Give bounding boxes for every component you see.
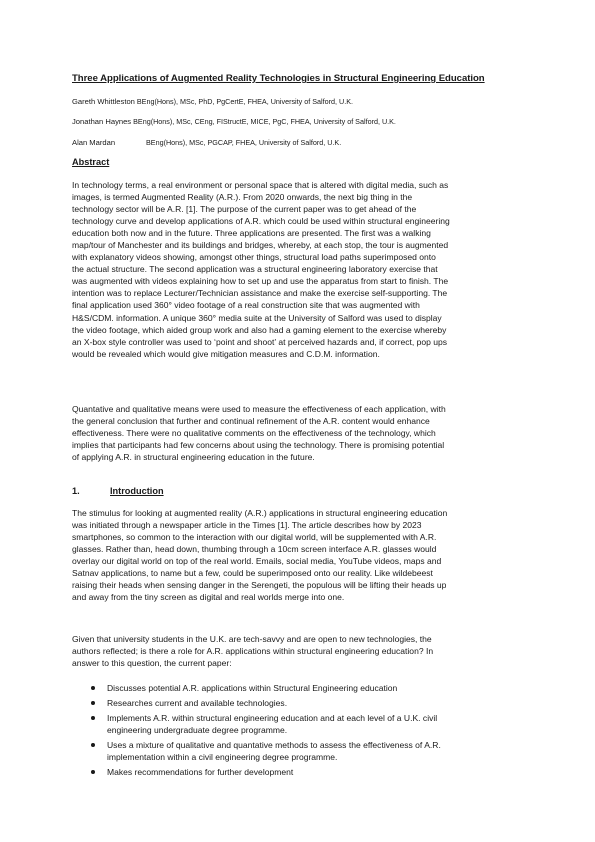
author-name: Jonathan Haynes xyxy=(72,117,132,126)
bullet-text xyxy=(107,682,537,694)
text-line: In technology terms, a real environment or personal space that is altered with digital media, such as xyxy=(72,180,449,190)
text-line: engineering undergraduate degree programme. xyxy=(107,725,288,736)
author-line xyxy=(72,97,353,106)
text-line: intention was to replace Lecturer/Technician assistance and make the exercise self-supporting. The xyxy=(72,288,448,299)
bullet-text xyxy=(107,712,537,736)
text-line: technology curve and develop applications of A.R. which could be used within structural engineering xyxy=(72,216,450,227)
section-number: 1. xyxy=(72,486,80,496)
text-line: Quantative and qualitative means were used to measure the effectiveness of each application, with xyxy=(72,404,446,414)
text-line: effectiveness. There were no qualitative comments on the effectiveness of the technology, which xyxy=(72,428,436,439)
text-line: technology sector will be A.R. [1]. The purpose of the current paper was to get ahead of the xyxy=(72,204,417,215)
author-credentials: BEng(Hons), MSc, CEng, FIStructE, MICE, PgC, FHEA, University of Salford, U.K. xyxy=(133,117,396,126)
text-line: the general conclusion that further and continual refinement of the A.R. content would enhance xyxy=(72,416,430,427)
introduction-paragraph-1 xyxy=(72,507,528,603)
text-line: Makes recommendations for further development xyxy=(107,767,294,777)
bullet-text xyxy=(107,697,537,709)
bullet-text xyxy=(107,766,537,778)
section-title: Introduction xyxy=(110,486,164,496)
text-line: with explanatory videos showing, amongst other things, structural load paths superimposed onto xyxy=(72,252,436,263)
author-line xyxy=(72,138,341,147)
author-name: Gareth Whittleston xyxy=(72,97,135,106)
abstract-heading: Abstract xyxy=(72,157,110,167)
text-line: overlay our digital world on top of the real world. Emails, social media, YouTube videos, maps and xyxy=(72,556,442,567)
text-line: Discusses potential A.R. applications within Structural Engineering education xyxy=(107,683,398,693)
text-line: The stimulus for looking at augmented reality (A.R.) applications in structural engineering education xyxy=(72,508,448,518)
text-line: authors reflected; is there a role for A.R. applications within structural engineering education? In xyxy=(72,646,434,657)
text-line: an X-box style controller was used to ‘point and shoot’ at perceived hazards and, if correct, pop ups xyxy=(72,336,448,347)
text-line: education both now and in the future. Three applications are presented. The first was a walking xyxy=(72,228,431,239)
text-line: Implements A.R. within structural engineering education and at each level of a U.K. civil xyxy=(107,713,438,723)
text-line: glasses. Rather than, head down, thumbing through a 10cm screen interface A.R. glasses would xyxy=(72,544,437,555)
text-line: was augmented with videos explaining how to set up and use the apparatus from start to finish. The xyxy=(72,276,449,287)
text-line: Given that university students in the U.K. are tech-savvy and are open to new technologies, the xyxy=(72,634,432,644)
text-line: implementation within a civil engineering degree programme. xyxy=(107,752,338,763)
introduction-heading xyxy=(72,486,164,496)
text-line: smartphones, so common to the interaction with our digital world, will be supplemented with A.R. xyxy=(72,532,437,543)
text-line: of applying A.R. in structural engineering education in the future. xyxy=(72,452,315,463)
text-line: the video footage, which aided group work and also had a gaming element to the exercise whereby xyxy=(72,324,447,335)
text-line: would be revealed which would give mitigation measures and C.D.M. information. xyxy=(72,348,380,359)
text-line: raising their heads when sensing danger in the Serengeti, the populous will be lifting their heads up xyxy=(72,580,447,591)
author-line xyxy=(72,117,396,126)
text-line: was initiated through a newspaper article in the Times [1]. The article describes how by 2023 xyxy=(72,520,422,531)
text-line: the actual structure. The second application was a structural engineering laboratory exercise that xyxy=(72,264,438,275)
bullet-icon xyxy=(91,770,95,774)
text-line: final application used 360° video footage of a real construction site that was augmented with xyxy=(72,300,420,311)
bullet-icon xyxy=(91,716,95,720)
text-line: map/tour of Manchester and its buildings and bridges, whereby, at each stop, the tour is augmented xyxy=(72,240,449,251)
text-line: and away from the tiny screen as digital and real worlds merge into one. xyxy=(72,592,345,603)
bullet-icon xyxy=(91,743,95,747)
text-line: H&S/CDM. information. A unique 360° media suite at the University of Salford was used to display xyxy=(72,312,442,323)
text-line: implies that participants had few concerns about using the technology. There is promising potential xyxy=(72,440,445,451)
text-line: images, is termed Augmented Reality (A.R.). From 2020 onwards, the next big thing in the xyxy=(72,192,413,203)
author-name: Alan Mardan xyxy=(72,138,116,147)
paper-title: Three Applications of Augmented Reality Technologies in Structural Engineering Education xyxy=(72,73,485,84)
text-line: answer to this question, the current paper: xyxy=(72,658,232,669)
text-line: Uses a mixture of qualitative and quantative methods to assess the effectiveness of A.R. xyxy=(107,740,441,750)
bullet-icon xyxy=(91,701,95,705)
introduction-paragraph-2 xyxy=(72,633,528,669)
author-credentials: BEng(Hons), MSc, PhD, PgCertE, FHEA, University of Salford, U.K. xyxy=(136,97,353,106)
abstract-paragraph-2 xyxy=(72,403,528,463)
author-credentials: BEng(Hons), MSc, PGCAP, FHEA, University of Salford, U.K. xyxy=(146,138,342,147)
bullet-text xyxy=(107,739,537,763)
abstract-paragraph-1 xyxy=(72,179,528,360)
text-line: Researches current and available technologies. xyxy=(107,698,288,708)
text-line: Satnav applications, to name but a few, could be superimposed onto our reality. Like wildebeest xyxy=(72,568,433,579)
bullet-icon xyxy=(91,686,95,690)
